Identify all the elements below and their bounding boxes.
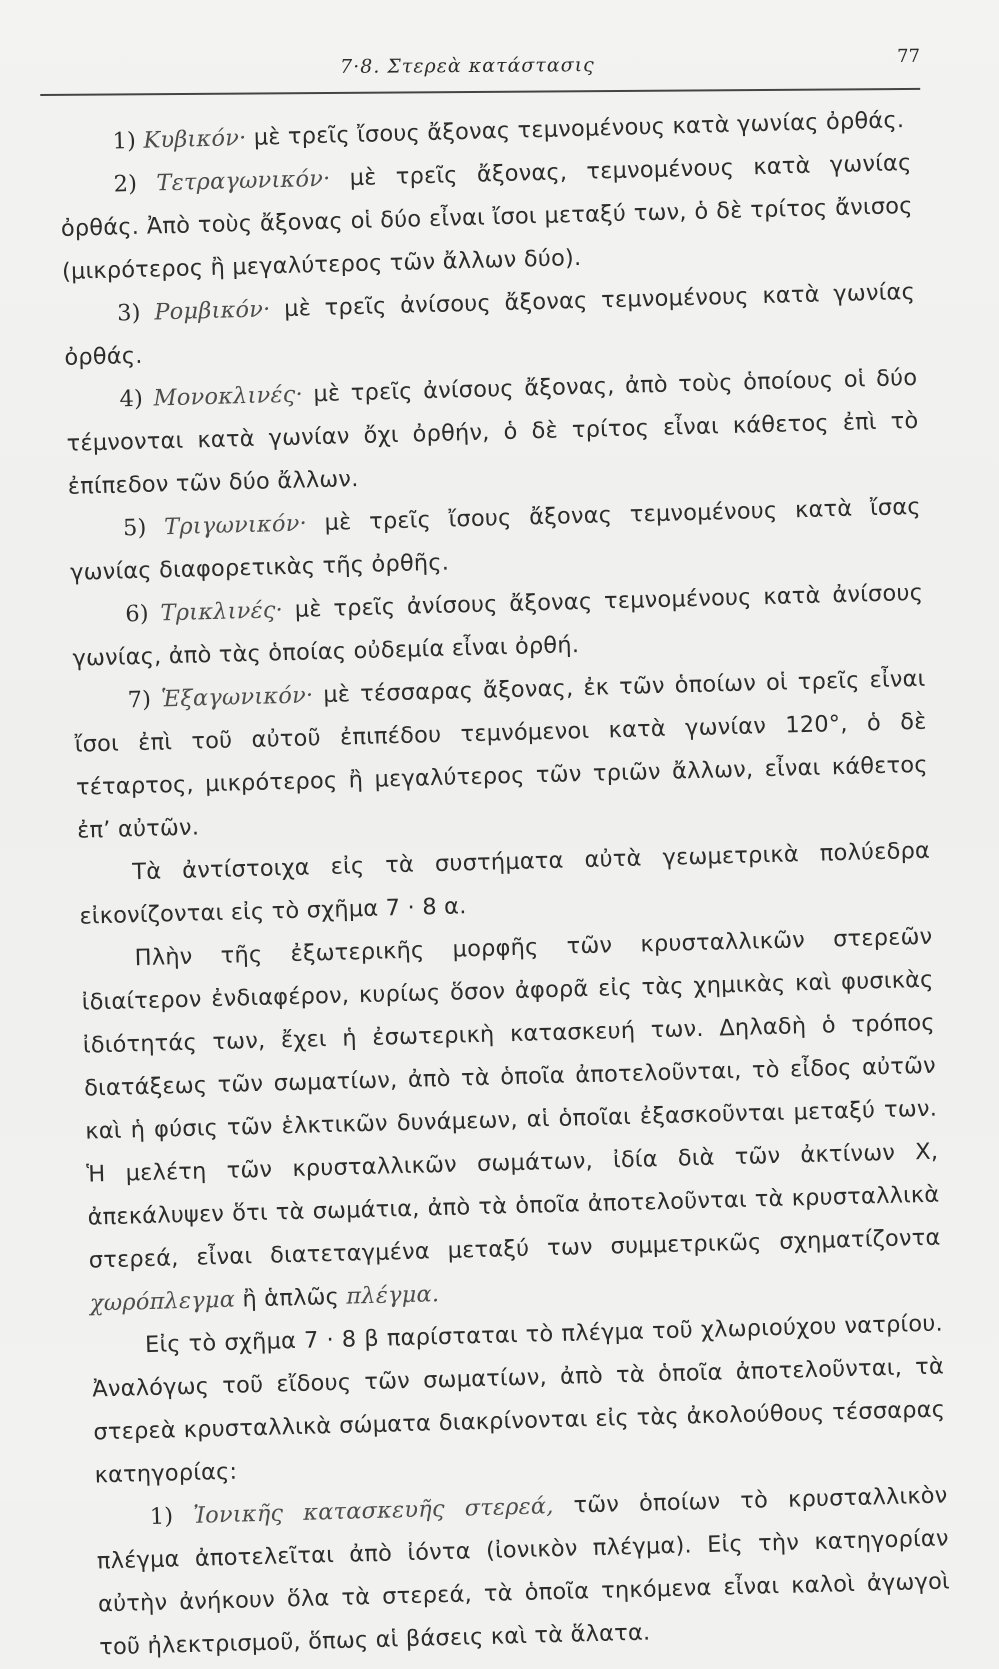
item-number: 3) [116, 299, 142, 327]
item-text: μὲ τρεῖς ἀνίσους ἄξονας τεμνομένους κατὰ γωνίας ὀρθάς. [64, 278, 916, 371]
item-term: Τετραγωνικόν· [156, 165, 331, 197]
crystal-system-item-hexagonal [73, 658, 929, 853]
paragraph-internal-structure [80, 916, 942, 1326]
item-term: Ἰονικῆς κατασκευῆς στερεά, [192, 1493, 554, 1529]
item-text: μὲ τρεῖς ἄξονας, τεμνομένους κατὰ γωνίας ὀρθάς. Ἀπὸ τοὺς ἄξονας οἱ δύο εἶναι ἴσοι μεταξύ των, ὁ δὲ τρίτος ἄνισος (μικρότερος ἢ μεγαλύτερος τῶν ἄλλων δύο). [60, 149, 913, 285]
item-text: τῶν ὁποίων τὸ κρυσταλλικὸν πλέγμα ἀποτελεῖται ἀπὸ ἰόντα (ἰονικὸν πλέγμα). Εἰς τὴν κατηγορίαν αὐτὴν ἀνήκουν ὅλα τὰ στερεά, τὰ ὁποῖα τηκόμενα εἶναι καλοὶ ἀγωγοὶ τοῦ ἠλεκτρισμοῦ, ὅπως αἱ βάσεις καὶ τὰ ἅλατα. [96, 1482, 951, 1661]
body-text [58, 99, 952, 1669]
item-number: 6) [124, 600, 150, 628]
page-number: 77 [897, 45, 921, 68]
header-rule [40, 88, 920, 96]
item-text: μὲ τέσσαρας ἄξονας, ἐκ τῶν ὁποίων οἱ τρεῖς εἶναι ἴσοι ἐπὶ τοῦ αὐτοῦ ἐπιπέδου τεμνόμενοι κατὰ γωνίαν 120°, ὁ δὲ τέταρτος, μικρότερος ἢ μεγαλύτερος τῶν τριῶν ἄλλων, εἶναι κάθετος ἐπ’ αὐτῶν. [74, 665, 929, 844]
item-text: μὲ τρεῖς ἀνίσους ἄξονας, ἀπὸ τοὺς ὁποίους οἱ δύο τέμνονται κατὰ γωνίαν ὄχι ὀρθήν, ὁ δὲ τρίτος εἶναι κάθετος ἐπὶ τὸ ἐπίπεδον τῶν δύο ἄλλων. [66, 364, 919, 500]
crystal-system-item-monoclinic [65, 357, 920, 509]
term-space-lattice: χωρόπλεγμα [89, 1286, 236, 1317]
item-number: 7) [127, 686, 152, 714]
item-number: 1) [112, 127, 137, 155]
item-text: μὲ τρεῖς ἴσους ἄξονας τεμνομένους κατὰ γωνίας ὀρθάς. [253, 107, 905, 151]
paragraph-figure-reference: Τὰ ἀντίστοιχα εἰς τὰ συστήματα αὐτὰ γεωμετρικὰ πολύεδρα εἰκονίζονται εἰς τὸ σχῆμα 7 · 8 α. [79, 837, 931, 930]
item-term: Κυβικόν· [143, 124, 247, 154]
term-lattice: πλέγμα. [345, 1281, 440, 1310]
item-term: Τρικλινές· [160, 597, 284, 627]
paragraph-text: Πλὴν τῆς ἐξωτερικῆς μορφῆς τῶν κρυσταλλικῶν στερεῶν ἰδιαίτερον ἐνδιαφέρον, κυρίως ὅσον ἀφορᾶ εἰς τὰς χημικὰς καὶ φυσικὰς ἰδιότητάς των, ἔχει ἡ ἐσωτερικὴ κατασκευή των. Δηλαδὴ ὁ τρόπος διατάξεως τῶν σωματίων, ἀπὸ τὰ ὁποῖα ἀποτελοῦνται, τὸ εἶδος αὐτῶν καὶ ἡ φύσις τῶν ἑλκτικῶν δυνάμεων, αἱ ὁποῖαι ἐξασκοῦνται μεταξύ των. Ἡ μελέτη τῶν κρυσταλλικῶν σωμάτων, ἰδία διὰ τῶν ἀκτίνων Χ, ἀπεκάλυψεν ὅτι τὰ σωμάτια, ἀπὸ τὰ ὁποῖα ἀποτελοῦνται τὰ κρυσταλλικὰ στερεά, εἶναι διατεταγμένα μεταξύ των συμμετρικῶς σχηματίζοντα [81, 923, 941, 1274]
paragraph-text: ἢ ἁπλῶς [242, 1283, 340, 1313]
item-number: 5) [122, 514, 147, 542]
item-number: 2) [113, 170, 138, 198]
running-head: 7·8. Στερεὰ κατάστασις [339, 54, 595, 78]
item-number: 1) [149, 1503, 174, 1531]
item-term: Μονοκλινές· [153, 381, 304, 412]
item-term: Ἑξαγωνικόν· [160, 682, 314, 713]
page-header [40, 45, 921, 92]
item-term: Τριγωνικόν· [163, 510, 308, 541]
item-text: μὲ τρεῖς ἴσους ἄξονας τεμνομένους κατὰ ἴσας γωνίας διαφορετικὰς τῆς ὀρθῆς. [69, 493, 922, 586]
item-number: 4) [119, 385, 144, 413]
category-item-ionic [95, 1474, 951, 1669]
item-term: Ρομβικόν· [154, 296, 271, 326]
item-text: μὲ τρεῖς ἀνίσους ἄξονας τεμνομένους κατὰ ἀνίσους γωνίας, ἀπὸ τὰς ὁποίας οὐδεμία εἶναι ὀρθή. [72, 579, 924, 672]
crystal-system-item-tetragonal [59, 142, 914, 294]
paragraph-sodium-chloride-lattice: Εἰς τὸ σχῆμα 7 · 8 β παρίσταται τὸ πλέγμα τοῦ χλωριούχου νατρίου. Ἀναλόγως τοῦ εἴδους τῶν σωματίων, ἀπὸ τὰ ὁποῖα ἀποτελοῦνται, τὰ στερεὰ κρυσταλλικὰ σώματα διακρίνονται εἰς τὰς ἀκολούθους τέσσαρας κατηγορίας: [91, 1310, 946, 1489]
